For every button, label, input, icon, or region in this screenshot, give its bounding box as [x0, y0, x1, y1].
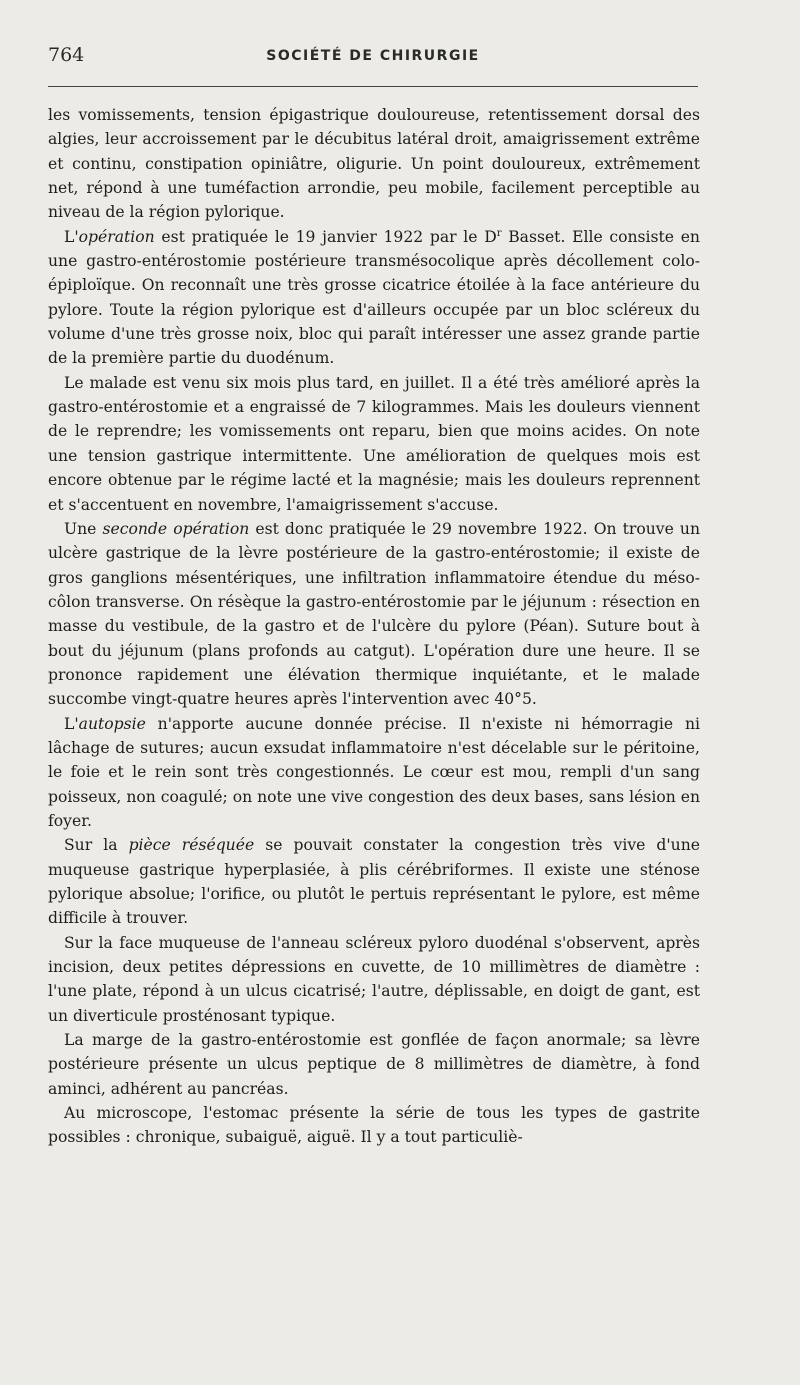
paragraph	[48, 1028, 700, 1101]
text-segment: Au microscope, l'estomac présente la série de tous les types de gastrite possibles : chronique, subaiguë, aiguë. Il y a tout particuliè-	[48, 1104, 700, 1147]
text-segment: Le malade est venu six mois plus tard, en juillet. Il a été très amélioré après la gastro-entérostomie et a engraissé de 7 kilogrammes. Mais les douleurs viennent de le reprendre; les vomissements ont reparu, bien que moins acides. On note une tension gastrique intermittente. Une amélioration de quelques mois est encore obtenue par le régime lacté et la magnésie; mais les douleurs reprennent et s'accentuent en novembre, l'amaigrissement s'accuse.	[48, 373, 700, 514]
paragraph	[48, 931, 700, 1028]
paragraph	[48, 103, 700, 225]
page-header	[48, 44, 698, 72]
paragraph	[48, 712, 700, 834]
running-title: SOCIÉTÉ DE CHIRURGIE	[266, 48, 480, 64]
text-segment: L'	[64, 227, 79, 246]
italic-text: pièce réséquée	[128, 836, 255, 855]
body-text	[48, 103, 700, 1150]
text-segment: Sur la	[64, 836, 129, 855]
paragraph	[48, 1101, 700, 1150]
paragraph	[48, 517, 700, 712]
text-segment: L'	[64, 714, 79, 733]
italic-text: opération	[78, 227, 155, 246]
text-segment: est pratiquée le 19 janvier 1922 par le D	[154, 227, 497, 246]
text-segment: se pouvait constater la congestion très vive d'une muqueuse gastrique hyperplasiée, à plis cérébriformes. Il existe une sténose pylorique absolue; l'orifice, ou plutôt le pertuis représentant le pylore, est même difficile à trouver.	[48, 836, 700, 928]
superscript: r	[496, 227, 502, 239]
paragraph	[48, 225, 700, 371]
italic-text: seconde opération	[102, 519, 250, 538]
paragraph	[48, 833, 700, 930]
text-segment: est donc pratiquée le 29 novembre 1922. On trouve un ulcère gastrique de la lèvre postérieure de la gastro-entérostomie; il existe de gros ganglions mésentériques, une infiltration inflammatoire étendue du méso-côlon transverse. On résèque la gastro-entérostomie par le jéjunum : résection en masse du vestibule, de la gastro et de l'ulcère du pylore (Péan). Suture bout à bout du jéjunum (plans profonds au catgut). L'opération dure une heure. Il se prononce rapidement une élévation thermique inquiétante, et le malade succombe vingt-quatre heures après l'intervention avec 40°5.	[48, 519, 700, 709]
paragraph	[48, 371, 700, 517]
page-number: 764	[48, 44, 85, 66]
italic-text: autopsie	[78, 714, 146, 733]
text-segment: les vomissements, tension épigastrique douloureuse, retentissement dorsal des algies, leur accroissement par le décubitus latéral droit, amaigrissement extrême et continu, constipation opiniâtre, oligurie. Un point douloureux, extrêmement net, répond à une tuméfaction arrondie, peu mobile, facilement perceptible au niveau de la région pylorique.	[48, 106, 700, 222]
header-rule	[48, 86, 698, 87]
text-segment: Basset. Elle consiste en une gastro-entérostomie postérieure transmésocolique après décollement colo-épiploïque. On reconnaît une très grosse cicatrice étoilée à la face antérieure du pylore. Toute la région pylorique est d'ailleurs occupée par un bloc scléreux du volume d'une très grosse noix, bloc qui paraît intéresser une assez grande partie de la première partie du duodénum.	[48, 227, 700, 368]
text-segment: La marge de la gastro-entérostomie est gonflée de façon anormale; sa lèvre postérieure présente un ulcus peptique de 8 millimètres de diamètre, à fond aminci, adhérent au pancréas.	[48, 1031, 700, 1098]
text-segment: Une	[64, 519, 103, 538]
text-segment: Sur la face muqueuse de l'anneau scléreux pyloro duodénal s'observent, après incision, deux petites dépressions en cuvette, de 10 millimètres de diamètre : l'une plate, répond à un ulcus cicatrisé; l'autre, déplissable, en doigt de gant, est un diverticule prosténosant typique.	[48, 933, 700, 1025]
text-segment: n'apporte aucune donnée précise. Il n'existe ni hémorragie ni lâchage de sutures; aucun exsudat inflammatoire n'est décelable sur le péritoine, le foie et le rein sont très congestionnés. Le cœur est mou, rempli d'un sang poisseux, non coagulé; on note une vive congestion des deux bases, sans lésion en foyer.	[48, 714, 700, 830]
